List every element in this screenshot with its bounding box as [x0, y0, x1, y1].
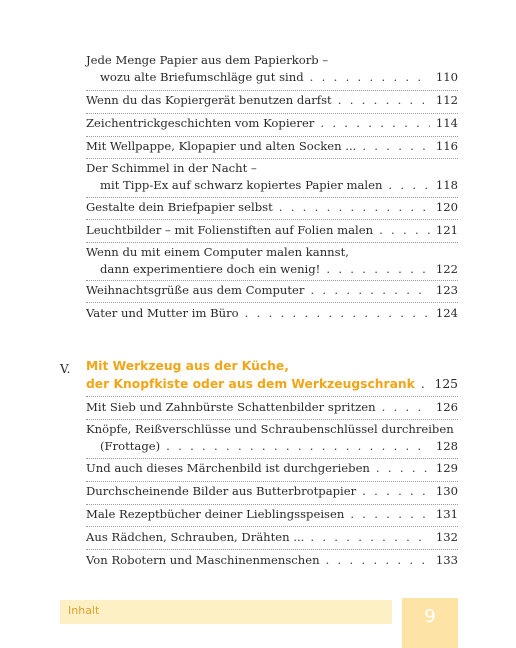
page-number: 9 [424, 606, 436, 627]
leader-dots [362, 483, 430, 500]
entry-page: 112 [435, 93, 458, 107]
toc-entry [86, 282, 458, 299]
entry-title-line: Aus Rädchen, Schrauben, Drähten ... [86, 530, 305, 544]
entry-page: 120 [435, 200, 458, 214]
entry-title-line: Knöpfe, Reißverschlüsse und Schraubenschlüssel durchreiben [86, 422, 454, 436]
entry-title-line: dann experimentiere doch ein wenig! [100, 262, 321, 276]
toc-entry [86, 244, 458, 278]
footer-bar [60, 600, 392, 624]
leader-dots [379, 222, 430, 239]
divider [86, 113, 458, 114]
section-title-line: Mit Werkzeug aus der Küche, [86, 359, 289, 373]
section-number: V. [60, 362, 71, 376]
entry-page: 129 [435, 461, 458, 475]
leader-dots [388, 177, 429, 194]
leader-dots [326, 552, 430, 569]
entry-title-line: Der Schimmel in der Nacht – [86, 161, 257, 175]
section-title-line: der Knopfkiste oder aus dem Werkzeugschrank [86, 377, 415, 391]
toc-entry [86, 199, 458, 216]
leader-dots [166, 438, 430, 455]
leader-dots [326, 261, 430, 278]
divider [86, 419, 458, 420]
leader-dots [310, 529, 430, 546]
entry-page: 128 [435, 439, 458, 453]
entry-page: 118 [435, 178, 458, 192]
divider [86, 549, 458, 550]
leader-dots [421, 375, 429, 393]
entry-page: 130 [435, 484, 458, 498]
leader-dots [320, 115, 430, 132]
entry-title-line: wozu alte Briefumschläge gut sind [100, 70, 304, 84]
divider [86, 242, 458, 243]
entry-title-line: Und auch dieses Märchenbild ist durchgerieben [86, 461, 370, 475]
entry-page: 123 [435, 283, 458, 297]
divider [86, 158, 458, 159]
entry-title-line: Mit Sieb und Zahnbürste Schattenbilder spritzen [86, 400, 376, 414]
toc-entry [86, 115, 458, 132]
divider [86, 458, 458, 459]
divider [86, 90, 458, 91]
entry-page: 114 [435, 116, 458, 130]
toc-entry [86, 506, 458, 523]
toc-entry [86, 552, 458, 569]
divider [86, 219, 458, 220]
entry-page: 133 [435, 553, 458, 567]
divider [86, 396, 458, 397]
entry-title-line: (Frottage) [100, 439, 161, 453]
toc-entry [86, 460, 458, 477]
section-page: 125 [434, 377, 458, 391]
entry-title-line: Wenn du mit einem Computer malen kannst, [86, 245, 349, 259]
divider [86, 302, 458, 303]
leader-dots [350, 506, 430, 523]
page-number-box [402, 598, 458, 648]
entry-title-line: mit Tipp-Ex auf schwarz kopiertes Papier malen [100, 178, 383, 192]
toc-entry [86, 421, 458, 455]
toc-entry [86, 160, 458, 194]
divider [86, 504, 458, 505]
toc-entry [86, 399, 458, 416]
toc-entry [86, 138, 458, 155]
divider [86, 197, 458, 198]
entry-title-line: Leuchtbilder – mit Folienstiften auf Folien malen [86, 223, 374, 237]
footer-label: Inhalt [68, 604, 100, 617]
toc-entry [86, 222, 458, 239]
leader-dots [362, 138, 430, 155]
entry-page: 126 [435, 400, 458, 414]
entry-page: 124 [435, 306, 458, 320]
section-heading [86, 357, 458, 393]
entry-title-line: Durchscheinende Bilder aus Butterbrotpapier [86, 484, 357, 498]
entry-title-line: Jede Menge Papier aus dem Papierkorb – [86, 53, 329, 67]
entry-title-line: Male Rezeptbücher deiner Lieblingsspeisen [86, 507, 345, 521]
toc-entry [86, 92, 458, 109]
entry-page: 122 [435, 262, 458, 276]
entry-title-line: Von Robotern und Maschinenmenschen [86, 553, 320, 567]
entry-title-line: Gestalte dein Briefpapier selbst [86, 200, 273, 214]
entry-title-line: Weihnachtsgrüße aus dem Computer [86, 283, 305, 297]
entry-title-line: Zeichentrickgeschichten vom Kopierer [86, 116, 315, 130]
entry-page: 116 [435, 139, 458, 153]
leader-dots [310, 69, 430, 86]
entry-page: 131 [435, 507, 458, 521]
toc-entry [86, 529, 458, 546]
leader-dots [279, 199, 430, 216]
toc-entry [86, 483, 458, 500]
divider [86, 136, 458, 137]
entry-page: 132 [435, 530, 458, 544]
entry-page: 121 [435, 223, 458, 237]
entry-page: 110 [435, 70, 458, 84]
leader-dots [376, 460, 430, 477]
divider [86, 481, 458, 482]
toc-entry [86, 305, 458, 322]
toc-entry [86, 52, 458, 86]
divider [86, 280, 458, 281]
entry-title-line: Mit Wellpappe, Klopapier und alten Socken ... [86, 139, 357, 153]
leader-dots [245, 305, 430, 322]
leader-dots [338, 92, 430, 109]
entry-title-line: Vater und Mutter im Büro [86, 306, 239, 320]
divider [86, 526, 458, 527]
leader-dots [310, 282, 429, 299]
leader-dots [382, 399, 430, 416]
entry-title-line: Wenn du das Kopiergerät benutzen darfst [86, 93, 332, 107]
